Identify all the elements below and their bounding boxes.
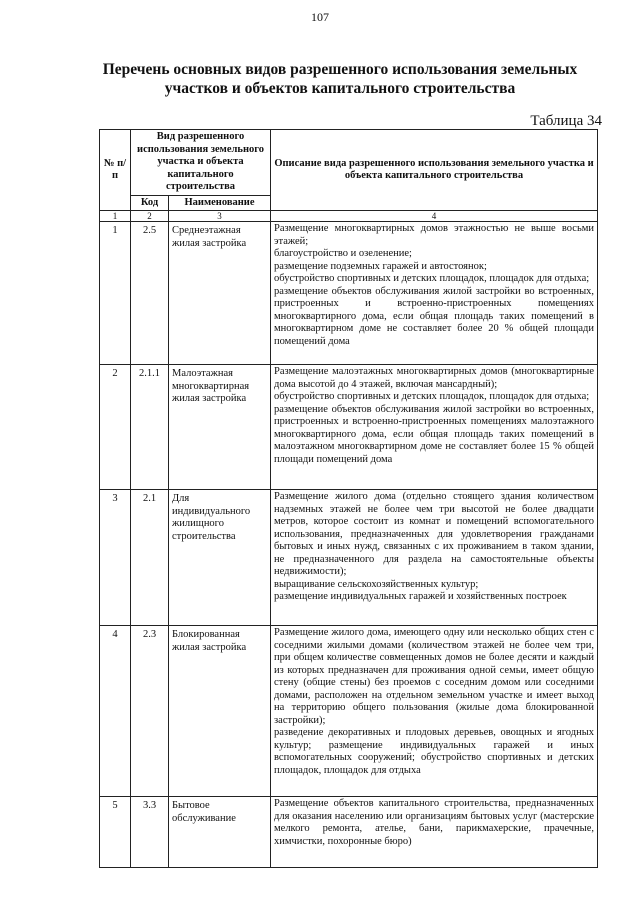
col-number: 4: [271, 211, 598, 222]
row-name: Блокированная жилая застройка: [169, 626, 271, 797]
desc-para: выращивание сельскохозяйственных культур;: [274, 578, 479, 590]
table-caption: Таблица 34: [530, 113, 602, 129]
desc-para: размещение подземных гаражей и автостоянок;: [274, 260, 487, 272]
row-name: Малоэтажная многоквартирная жилая застройка: [169, 365, 271, 490]
desc-para: обустройство спортивных и детских площадок, площадок для отдыха;: [274, 273, 590, 284]
col-number: 3: [169, 211, 271, 222]
page-number: 107: [311, 10, 329, 24]
desc-para: благоустройство и озеленение;: [274, 248, 412, 259]
table-row: [100, 797, 598, 868]
header-desc: Описание вида разрешенного использования земельного участка и объекта капитального строительства: [271, 130, 598, 211]
row-name: Среднеэтажная жилая застройка: [169, 222, 271, 365]
desc-para: Размещение малоэтажных многоквартирных домов (многоквартирные дома высотой до 4 этажей, включая мансардный);: [274, 366, 595, 390]
title-line-1: Перечень основных видов разрешенного использования земельных: [102, 61, 578, 78]
row-desc: [271, 490, 598, 626]
col-number: 2: [131, 211, 169, 222]
row-desc: [271, 365, 598, 490]
column-numbers-row: [100, 211, 598, 222]
desc-para: размещение индивидуальных гаражей и хозяйственных построек: [274, 591, 567, 602]
row-desc: [271, 626, 598, 797]
desc-para: Размещение жилого дома, имеющего одну или несколько общих стен с соседними жилыми домами (количеством этажей не более чем три, при общем количестве совмещенных домов не более десяти и каждый из которых предназначен для проживания одной семьи, имеет общую стену (общие стены) без проемов с соседним домом или соседними домами, расположен на отдельном земельном участке и имеет выход на территорию общего пользования (жилые дома блокированной застройки);: [274, 627, 595, 726]
header-name: Наименование: [169, 195, 271, 211]
desc-para: Размещение объектов капитального строительства, предназначенных для оказания населению или организациям бытовых услуг (мастерские мелкого ремонта, ателье, бани, парикмахерские, прачечные, химчистки, похоронные бюро): [274, 798, 595, 847]
table-row: [100, 490, 598, 626]
row-name: Бытовое обслуживание: [169, 797, 271, 868]
table-row: [100, 626, 598, 797]
row-code: 2.3: [131, 626, 169, 797]
header-num: № п/п: [100, 130, 131, 211]
document-title: [90, 60, 590, 98]
row-num: 1: [100, 222, 131, 365]
table-row: [100, 222, 598, 365]
desc-para: размещение объектов обслуживания жилой застройки во встроенных, пристроенных и встроенно-пристроенных помещениях многоквартирного дома, если общая площадь таких помещений в многоквартирном доме не составляет более 20 % общей площади помещений дома: [274, 285, 595, 347]
row-code: 2.1.1: [131, 365, 169, 490]
row-desc: [271, 797, 598, 868]
row-num: 4: [100, 626, 131, 797]
desc-para: размещение объектов обслуживания жилой застройки во встроенных, пристроенных и встроенно-пристроенных помещениях малоэтажного многоквартирного дома, если общая площадь таких помещений в малоэтажном многоквартирном доме не составляет более 15 % общей площади помещений дома: [274, 403, 595, 465]
desc-para: Размещение многоквартирных домов этажностью не выше восьми этажей;: [274, 223, 595, 247]
row-num: 3: [100, 490, 131, 626]
desc-para: разведение декоративных и плодовых деревьев, овощных и ягодных культур; размещение индивидуальных гаражей и иных вспомогательных сооружений; обустройство спортивных и детских площадок, площадок для отдыха: [274, 727, 595, 776]
row-code: 3.3: [131, 797, 169, 868]
col-number: 1: [100, 211, 131, 222]
row-desc: [271, 222, 598, 365]
row-name: Для индивидуального жилищного строительства: [169, 490, 271, 626]
row-code: 2.5: [131, 222, 169, 365]
row-num: 2: [100, 365, 131, 490]
row-code: 2.1: [131, 490, 169, 626]
desc-para: Размещение жилого дома (отдельно стоящего здания количеством надземных этажей не более чем три высотой не более двадцати метров, которое состоит из комнат и помещений вспомогательного использования, предназначенных для удовлетворения гражданами бытовых и иных нужд, связанных с их проживанием в таком здании, не предназначенного для раздела на самостоятельные объекты недвижимости);: [274, 491, 595, 577]
table-row: [100, 365, 598, 490]
row-num: 5: [100, 797, 131, 868]
desc-para: обустройство спортивных и детских площадок, площадок для отдыха;: [274, 391, 590, 402]
header-code: Код: [131, 195, 169, 211]
land-use-table: [99, 129, 598, 868]
header-group: Вид разрешенного использования земельного участка и объекта капитального строительства: [131, 130, 271, 196]
title-line-2: участков и объектов капитального строительства: [164, 80, 516, 97]
